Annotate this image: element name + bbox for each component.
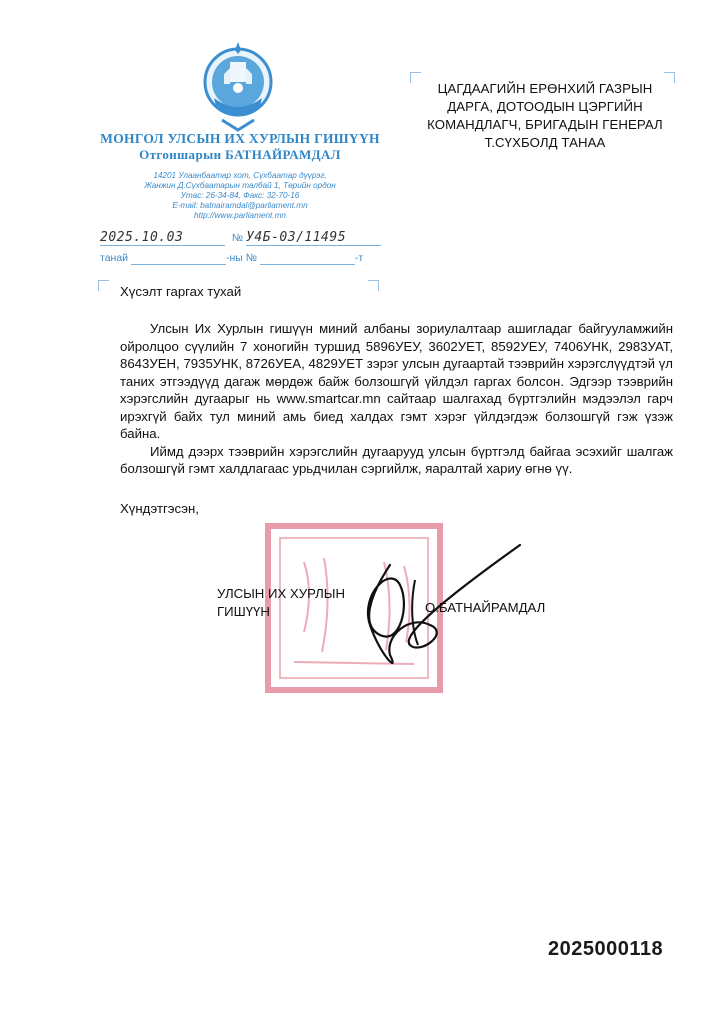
corner-mark: [368, 280, 379, 291]
date-handwritten: 2025.10.03: [100, 230, 225, 246]
number-handwritten: У4Б-03/11495: [246, 230, 381, 246]
regards: Хүндэтгэсэн,: [120, 501, 199, 516]
date-number-line: [100, 230, 381, 246]
recipient-line2: ДАРГА, ДОТООДЫН ЦЭРГИЙН: [447, 99, 643, 114]
email-line: E-mail: batnairamdal@parliament.mn: [172, 201, 308, 210]
document-number: 2025000118: [548, 938, 664, 960]
body-paragraph1: Улсын Их Хурлын гишүүн миний албаны зориулалтаар ашигладаг байгууламжийн ойролцоо сүүлийн 7 хоногийн туршид 5896УЕУ, 3602УЕТ, 8592УЕУ, 7406УНК, 2983УАТ, 8643УЕН, 7935УНК, 8726УЕА, 4829УЕТ зэрэг улсын дугаартай тээврийн хэрэгслүүдтэй үл таних этгээдүүд дагаж мөрдөж байж болзошгүй үйлдэл гаргах болсон. Эдгээр тээврийн хэрэгслийн дугаарыг нь www.smartcar.mn сайтаар шалгахад бүртгэлийн мэдээлэл гарч ирэхгүй байх тул миний амь биед халдах гэмт хэрэг үйлдэгдэж болзошгүй гэж үзэж байна.: [120, 321, 673, 441]
recipient-block: [420, 80, 670, 152]
signer-role: [217, 585, 345, 620]
letter-body: [120, 320, 673, 478]
reply-prefix: танай: [100, 252, 129, 264]
recipient-line4: Т.СҮХБОЛД ТАНАА: [484, 135, 606, 150]
signer-name: О.БАТНАЙРАМДАЛ: [425, 600, 546, 615]
state-emblem-icon: [200, 40, 276, 132]
recipient-line1: ЦАГДААГИЙН ЕРӨНХИЙ ГАЗРЫН: [437, 81, 653, 96]
recipient-line3: КОМАНДЛАГЧ, БРИГАДЫН ГЕНЕРАЛ: [427, 117, 663, 132]
reply-suffix: -т: [354, 252, 364, 264]
website-line: http://www.parliament.mn: [194, 211, 286, 220]
reply-mid: -ны №: [225, 252, 257, 264]
role-line1: УЛСЫН ИХ ХУРЛЫН: [217, 586, 345, 601]
address-line2: Жанжин Д.Сүхбаатарын талбай 1, Төрийн ордон: [144, 181, 336, 190]
number-prefix: №: [231, 232, 244, 244]
org-title: МОНГОЛ УЛСЫН ИХ ХУРЛЫН ГИШҮҮН: [100, 131, 380, 146]
address-line1: 14201 Улаанбаатар хот, Сүхбаатар дүүрэг,: [153, 171, 327, 180]
subject: Хүсэлт гаргах тухай: [120, 284, 242, 299]
reply-line: [100, 252, 363, 265]
phone-line: Утас: 26-34-84, Факс: 32-70-16: [180, 191, 300, 200]
org-name: Отгоншарын БАТНАЙРАМДАЛ: [139, 147, 341, 162]
corner-mark: [98, 280, 109, 291]
body-paragraph2: Иймд дээрх тээврийн хэрэгслийн дугаарууд улсын бүртгэлд байгаа эсэхийг шалгаж болзошгүй гэмт халдлагаас урьдчилан сэргийлж, яаралтай хариу өгнө үү.: [120, 443, 673, 476]
role-line2: ГИШҮҮН: [217, 603, 270, 619]
